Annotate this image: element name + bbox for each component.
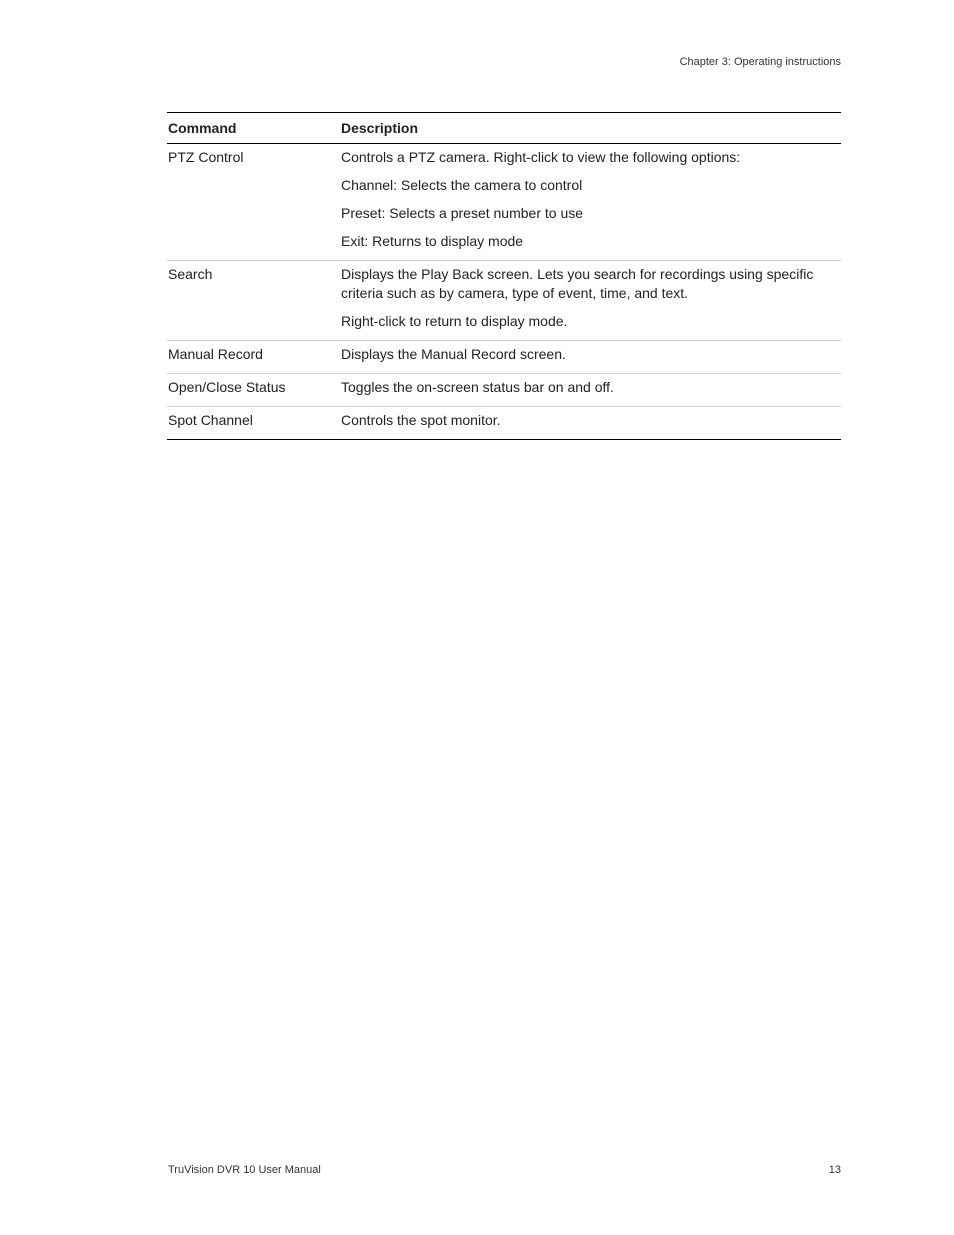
description-cell [340, 261, 841, 341]
command-name: Search [168, 266, 213, 282]
description-text: Displays the Play Back screen. Lets you search for recordings using specific criteria such as by camera, type of event, time, and text. [341, 266, 814, 301]
description-text: Exit: Returns to display mode [341, 233, 524, 249]
table-row-manual-record [167, 341, 841, 374]
description-cell [340, 341, 841, 374]
column-header-command: Command [167, 113, 340, 144]
description-text: Displays the Manual Record screen. [341, 346, 566, 362]
command-cell [167, 407, 340, 440]
command-name: Open/Close Status [168, 379, 286, 395]
description-text: Toggles the on-screen status bar on and off. [341, 379, 614, 395]
command-name: Spot Channel [168, 412, 253, 428]
column-header-description: Description [340, 113, 841, 144]
description-cell [340, 407, 841, 440]
command-cell [167, 374, 340, 407]
description-text: Preset: Selects a preset number to use [341, 205, 584, 221]
table-row-search [167, 261, 841, 341]
description-text: Channel: Selects the camera to control [341, 177, 583, 193]
description-text: Controls the spot monitor. [341, 412, 501, 428]
description-text: Right-click to return to display mode. [341, 313, 568, 329]
description-cell [340, 144, 841, 261]
description-text: Controls a PTZ camera. Right-click to view the following options: [341, 149, 741, 165]
footer-page-number: 13 [828, 1164, 841, 1176]
table-header-row [167, 113, 841, 144]
command-name: PTZ Control [168, 149, 244, 165]
command-cell [167, 261, 340, 341]
footer-manual-title: TruVision DVR 10 User Manual [168, 1164, 321, 1176]
command-cell [167, 144, 340, 261]
table-row-open-close-status [167, 374, 841, 407]
table-row-spot-channel [167, 407, 841, 440]
command-name: Manual Record [168, 346, 263, 362]
running-header-chapter: Chapter 3: Operating instructions [679, 56, 841, 68]
description-cell [340, 374, 841, 407]
table-row-ptz-control [167, 144, 841, 261]
command-cell [167, 341, 340, 374]
command-table [167, 112, 841, 440]
